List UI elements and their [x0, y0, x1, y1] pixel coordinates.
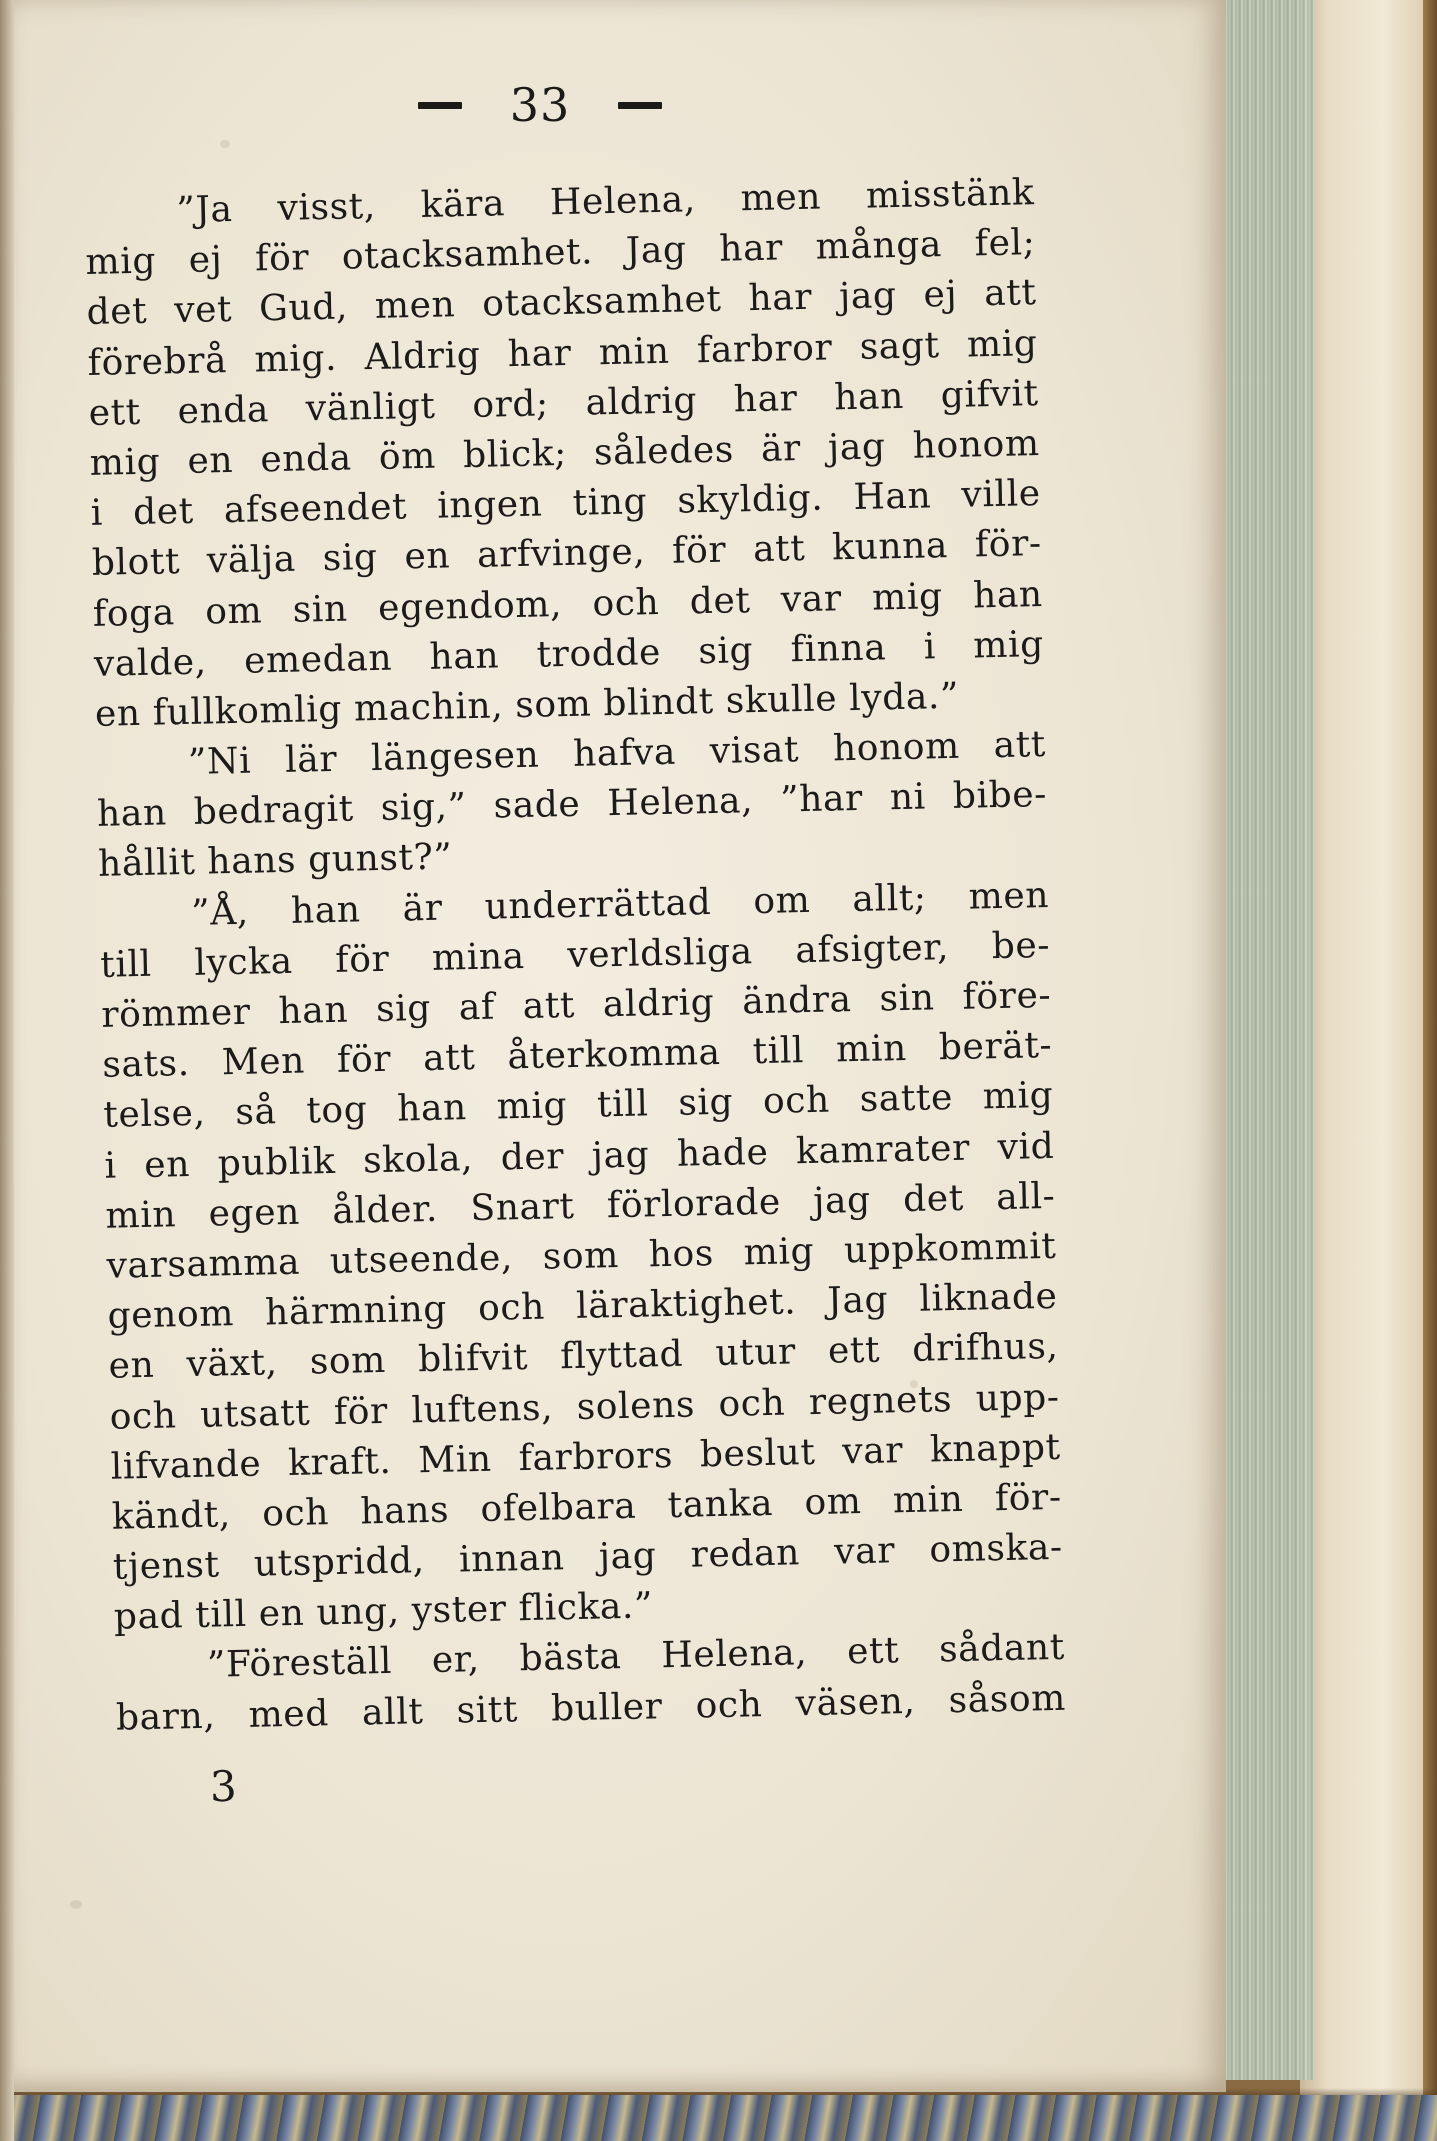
text-line: det vet Gud, men otacksamhet har jag ej att: [86, 272, 1037, 334]
text-line: han bedragit sig,” sade Helena, ”har ni bibe-: [96, 774, 1048, 836]
text-line: förebrå mig. Aldrig har min farbror sagt mig: [87, 322, 1038, 384]
body-text: [84, 168, 1066, 1743]
text-line: i det afseendet ingen ting skyldig. Han ville: [90, 473, 1042, 535]
text-line: genom härmning och läraktighet. Jag liknade: [107, 1275, 1058, 1337]
book-cover: [1300, 0, 1437, 2141]
text-line: ”Ja visst, kära Helena, men misstänk: [176, 172, 1035, 232]
text-line: telse, så tog han mig till sig och satte mig: [103, 1075, 1054, 1137]
text-line: min egen ålder. Snart förlorade jag det all-: [105, 1175, 1056, 1237]
text-line: ett enda vänligt ord; aldrig har han gifvit: [88, 372, 1039, 434]
text-line: kändt, och hans ofelbara tanka om min för-: [111, 1476, 1063, 1538]
text-line: och utsatt för luftens, solens och regnets upp-: [109, 1376, 1060, 1438]
page-block-edges: [1222, 0, 1314, 2080]
marbled-edge: [0, 2095, 1437, 2141]
text-line: foga om sin egendom, och det var mig han: [92, 573, 1044, 635]
cover-edge: [1423, 0, 1437, 2141]
text-line: till lycka för mina verldsliga afsigter, be-: [99, 924, 1051, 986]
text-line: hållit hans gunst?”: [97, 836, 453, 886]
text-line: römmer han sig af att aldrig ändra sin före-: [100, 974, 1052, 1036]
text-line: barn, med allt sitt buller och väsen, såsom: [115, 1677, 1067, 1739]
text-line: ”Å, han är underrättad om allt; men: [190, 874, 1050, 934]
paper-blemish: [70, 1900, 82, 1909]
text-line: en fullkomlig machin, som blindt skulle lyda.”: [94, 675, 960, 735]
text-line: varsamma utseende, som hos mig uppkommit: [106, 1225, 1057, 1287]
header-dash-right: [618, 102, 662, 109]
running-header: [340, 78, 740, 132]
text-line: en växt, som blifvit flyttad utur ett drifhus,: [108, 1326, 1059, 1388]
text-line: valde, emedan han trodde sig finna i mig: [93, 623, 1045, 685]
text-line: ”Ni lär längesen hafva visat honom att: [187, 724, 1047, 784]
text-line: sats. Men för att återkomma till min berät-: [101, 1025, 1053, 1086]
text-line: lifvande kraft. Min farbrors beslut var knappt: [110, 1426, 1062, 1488]
text-line: ”Föreställ er, bästa Helena, ett sådant: [206, 1627, 1066, 1687]
text-line: i en publik skola, der jag hade kamrater vid: [104, 1125, 1055, 1187]
text-line: blott välja sig en arfvinge, för att kunna för-: [91, 523, 1043, 585]
book-page: [10, 0, 1226, 2092]
signature-mark: 3: [209, 1761, 238, 1812]
paper-blemish: [220, 140, 230, 148]
page-number: 33: [509, 78, 571, 132]
text-line: mig ej för otacksamhet. Jag har många fel;: [85, 222, 1036, 284]
header-dash-left: [418, 102, 462, 109]
gutter-edge: [0, 0, 14, 2141]
text-line: tjenst utspridd, innan jag redan var omska-: [112, 1526, 1064, 1588]
text-line: mig en enda öm blick; således är jag honom: [89, 422, 1040, 484]
text-line: pad till en ung, yster flicka.”: [113, 1585, 654, 1638]
